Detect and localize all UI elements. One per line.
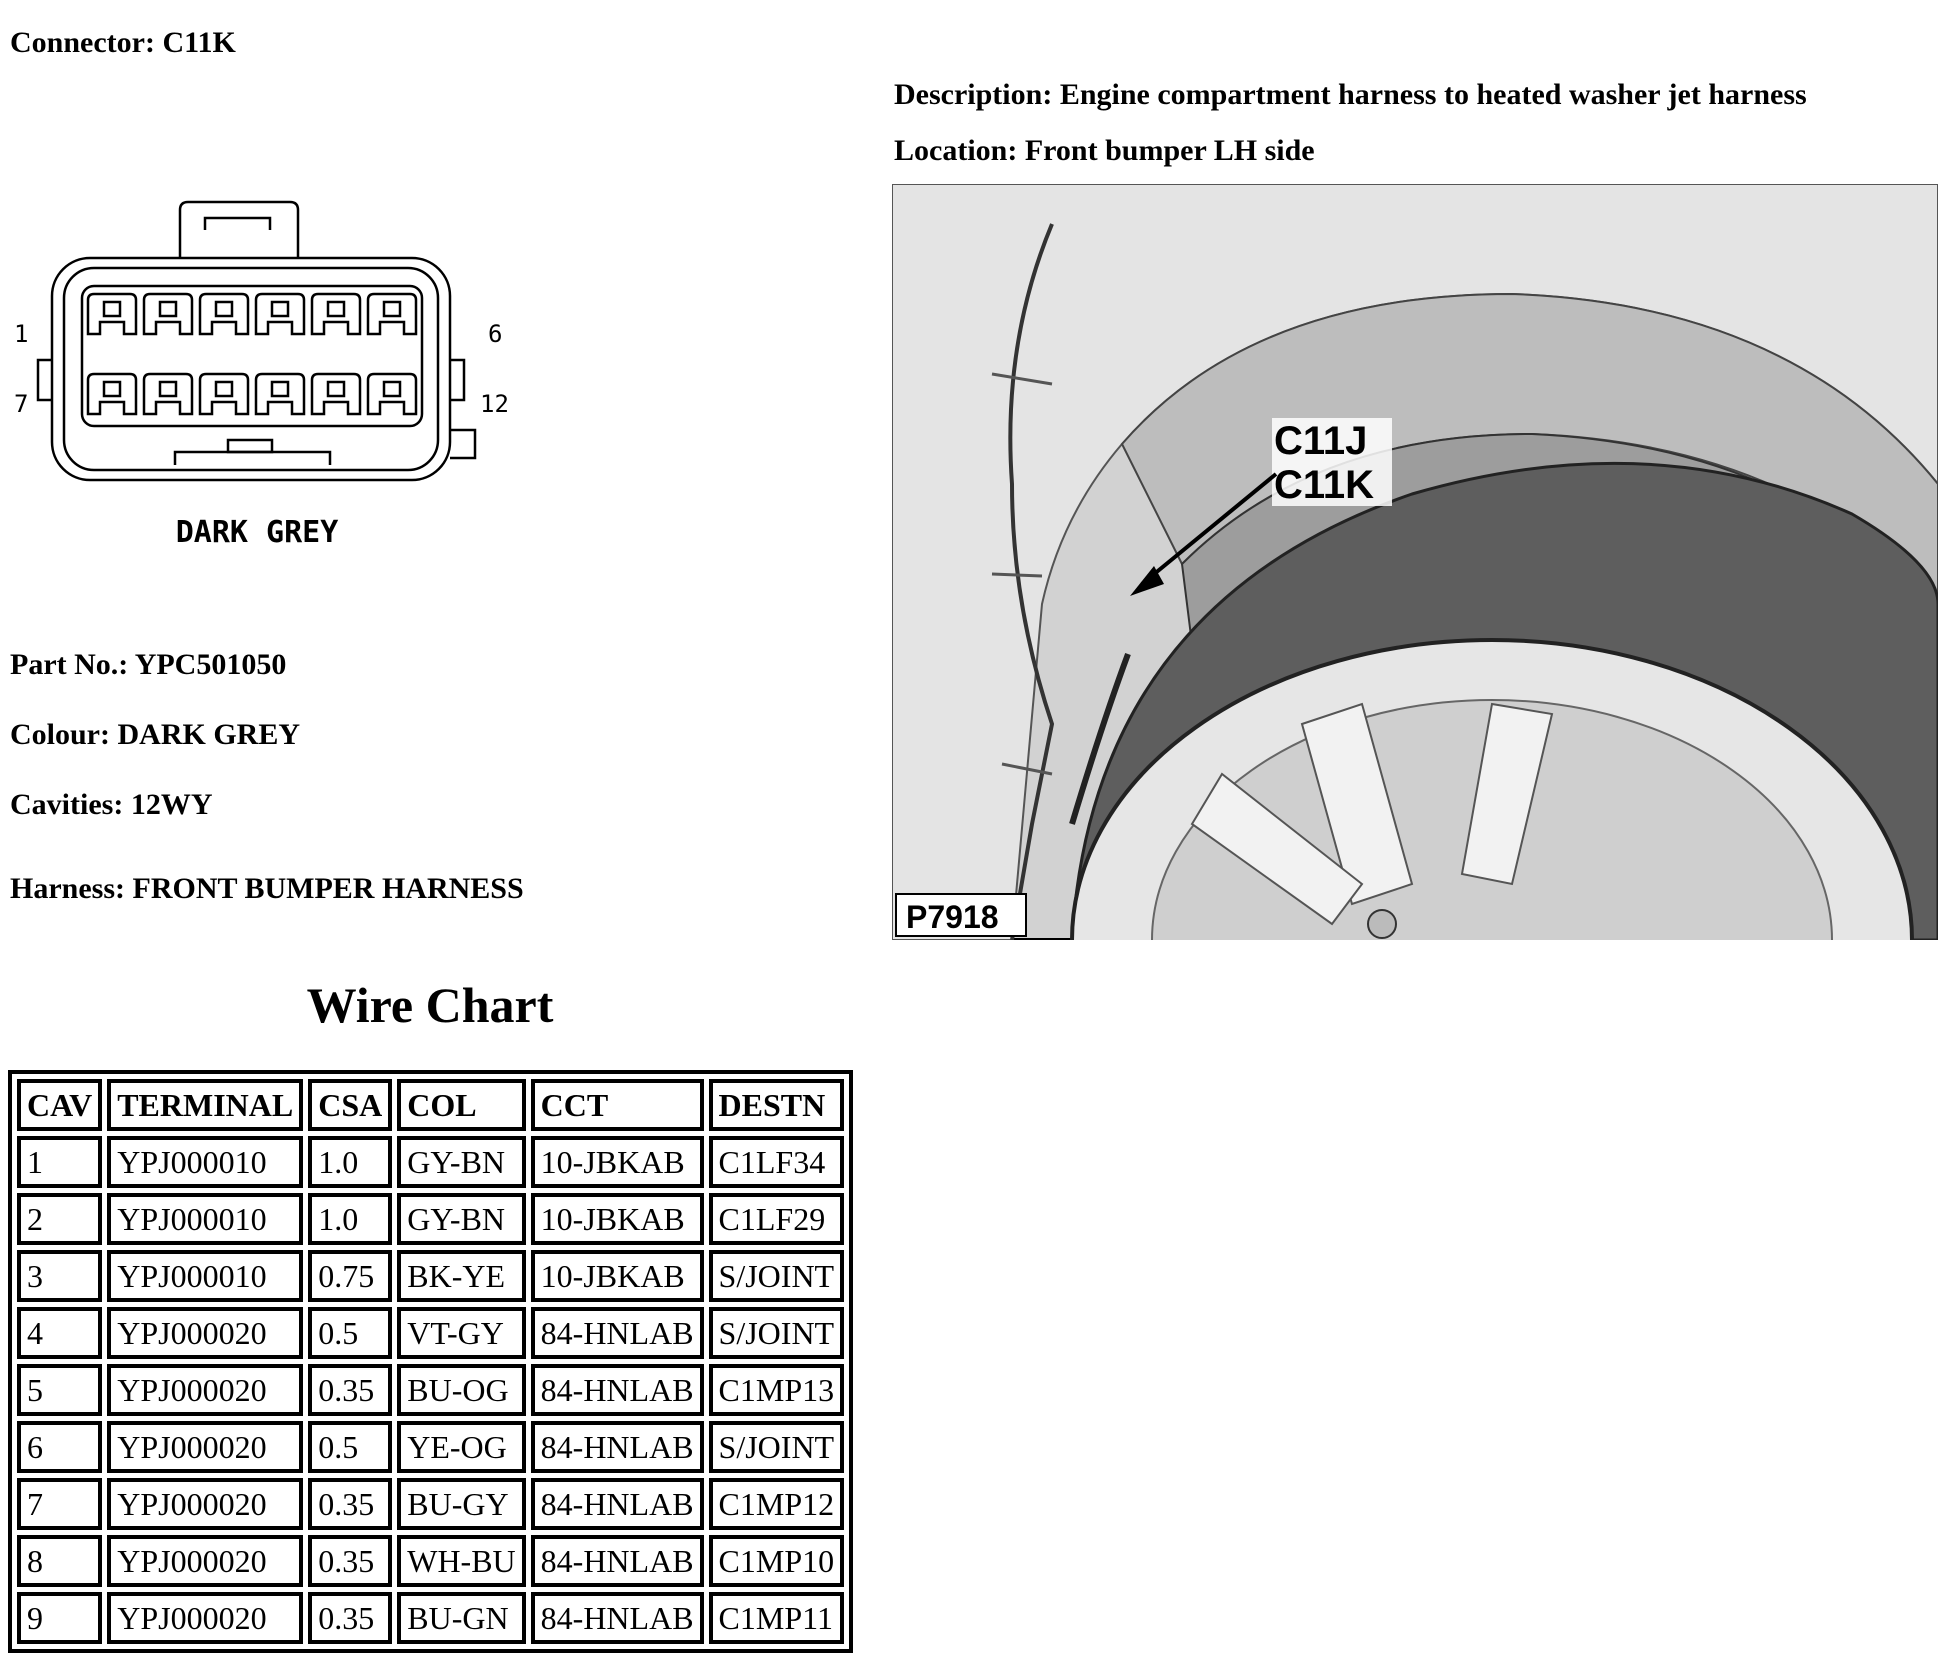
cavity-6 bbox=[368, 294, 416, 334]
cavities-label: Cavities: bbox=[10, 788, 124, 821]
column-header-cav: CAV bbox=[17, 1079, 102, 1131]
cell-cav: 4 bbox=[17, 1307, 102, 1359]
cavity-11-contact bbox=[328, 382, 344, 396]
pin-label-7: 7 bbox=[14, 390, 29, 418]
cell-destn: S/JOINT bbox=[709, 1421, 845, 1473]
cell-col: YE-OG bbox=[397, 1421, 525, 1473]
location-line bbox=[894, 136, 1315, 166]
connector-latch-inner bbox=[205, 218, 270, 230]
cell-col: WH-BU bbox=[397, 1535, 525, 1587]
cell-cct: 84-HNLAB bbox=[531, 1478, 704, 1530]
cavity-12-contact bbox=[384, 382, 400, 396]
table-row bbox=[17, 1592, 844, 1644]
connector-left-tab bbox=[38, 360, 52, 400]
cell-terminal: YPJ000020 bbox=[107, 1478, 303, 1530]
colour-label: Colour: bbox=[10, 718, 110, 751]
cell-destn: S/JOINT bbox=[709, 1307, 845, 1359]
cell-cct: 10-JBKAB bbox=[531, 1250, 704, 1302]
connector-label: Connector: bbox=[10, 26, 155, 59]
cell-destn: C1MP11 bbox=[709, 1592, 845, 1644]
table-row bbox=[17, 1421, 844, 1473]
cell-cav: 9 bbox=[17, 1592, 102, 1644]
cell-destn: C1MP13 bbox=[709, 1364, 845, 1416]
cell-csa: 0.5 bbox=[308, 1307, 392, 1359]
callout-c11j: C11J bbox=[1274, 419, 1368, 463]
colour-line bbox=[10, 720, 300, 750]
cell-col: BU-GN bbox=[397, 1592, 525, 1644]
cavity-9 bbox=[200, 374, 248, 414]
cavity-2-contact bbox=[160, 302, 176, 316]
connector-face-diagram bbox=[0, 190, 560, 570]
cell-csa: 0.75 bbox=[308, 1250, 392, 1302]
cavity-3-contact bbox=[216, 302, 232, 316]
cell-col: BU-OG bbox=[397, 1364, 525, 1416]
connector-bottom-key bbox=[175, 452, 330, 465]
cavity-7-contact bbox=[104, 382, 120, 396]
column-header-csa: CSA bbox=[308, 1079, 392, 1131]
cell-cav: 5 bbox=[17, 1364, 102, 1416]
table-row bbox=[17, 1193, 844, 1245]
cell-cav: 2 bbox=[17, 1193, 102, 1245]
table-row bbox=[17, 1307, 844, 1359]
cavity-2 bbox=[144, 294, 192, 334]
cell-csa: 1.0 bbox=[308, 1136, 392, 1188]
cavity-7 bbox=[88, 374, 136, 414]
cell-col: BU-GY bbox=[397, 1478, 525, 1530]
cavity-12 bbox=[368, 374, 416, 414]
table-row bbox=[17, 1535, 844, 1587]
cavity-5-contact bbox=[328, 302, 344, 316]
cell-cav: 8 bbox=[17, 1535, 102, 1587]
cell-csa: 0.35 bbox=[308, 1592, 392, 1644]
description-value: Engine compartment harness to heated washer jet harness bbox=[1059, 78, 1807, 111]
cell-destn: C1LF34 bbox=[709, 1136, 845, 1188]
part-number-line bbox=[10, 650, 286, 680]
cell-terminal: YPJ000010 bbox=[107, 1193, 303, 1245]
cell-col: VT-GY bbox=[397, 1307, 525, 1359]
cell-col: GY-BN bbox=[397, 1193, 525, 1245]
cavity-4 bbox=[256, 294, 304, 334]
cell-csa: 0.35 bbox=[308, 1478, 392, 1530]
cell-cav: 7 bbox=[17, 1478, 102, 1530]
cell-cct: 84-HNLAB bbox=[531, 1307, 704, 1359]
cell-cav: 6 bbox=[17, 1421, 102, 1473]
cell-cct: 10-JBKAB bbox=[531, 1136, 704, 1188]
wheel-hub-nut bbox=[1368, 910, 1396, 938]
cell-cct: 84-HNLAB bbox=[531, 1421, 704, 1473]
cell-terminal: YPJ000010 bbox=[107, 1250, 303, 1302]
cavity-6-contact bbox=[384, 302, 400, 316]
column-header-cct: CCT bbox=[531, 1079, 704, 1131]
cavity-row-bottom bbox=[88, 374, 416, 414]
harness-line bbox=[10, 874, 524, 904]
description-line bbox=[894, 80, 1807, 110]
cell-csa: 1.0 bbox=[308, 1193, 392, 1245]
cell-cct: 84-HNLAB bbox=[531, 1364, 704, 1416]
cell-cct: 84-HNLAB bbox=[531, 1592, 704, 1644]
part-number-label: Part No.: bbox=[10, 648, 129, 681]
cavity-4-contact bbox=[272, 302, 288, 316]
cavity-1-contact bbox=[104, 302, 120, 316]
cavities-value: 12WY bbox=[130, 788, 213, 821]
cell-terminal: YPJ000010 bbox=[107, 1136, 303, 1188]
harness-value: FRONT BUMPER HARNESS bbox=[132, 872, 524, 905]
cavity-11 bbox=[312, 374, 360, 414]
cell-col: GY-BN bbox=[397, 1136, 525, 1188]
cell-col: BK-YE bbox=[397, 1250, 525, 1302]
connector-colour-caption: DARK GREY bbox=[175, 515, 339, 550]
pin-label-12: 12 bbox=[480, 390, 509, 418]
table-row bbox=[17, 1136, 844, 1188]
cavity-10-contact bbox=[272, 382, 288, 396]
connector-right-tab bbox=[450, 360, 464, 400]
cavity-3 bbox=[200, 294, 248, 334]
connector-body-outer bbox=[52, 258, 450, 480]
cavities-line bbox=[10, 790, 212, 820]
cell-destn: C1MP12 bbox=[709, 1478, 845, 1530]
table-row bbox=[17, 1250, 844, 1302]
cell-csa: 0.35 bbox=[308, 1535, 392, 1587]
cell-destn: S/JOINT bbox=[709, 1250, 845, 1302]
location-label: Location: bbox=[894, 134, 1018, 167]
cell-cct: 10-JBKAB bbox=[531, 1193, 704, 1245]
cell-terminal: YPJ000020 bbox=[107, 1535, 303, 1587]
cell-cav: 3 bbox=[17, 1250, 102, 1302]
location-photo bbox=[892, 184, 1938, 940]
cell-cav: 1 bbox=[17, 1136, 102, 1188]
description-label: Description: bbox=[894, 78, 1053, 111]
figure-id: P7918 bbox=[906, 899, 999, 935]
pin-label-6: 6 bbox=[488, 320, 503, 348]
cell-terminal: YPJ000020 bbox=[107, 1421, 303, 1473]
connector-right-step bbox=[450, 430, 475, 458]
cavity-9-contact bbox=[216, 382, 232, 396]
cell-terminal: YPJ000020 bbox=[107, 1307, 303, 1359]
cavity-10 bbox=[256, 374, 304, 414]
column-header-destn: DESTN bbox=[709, 1079, 845, 1131]
cell-terminal: YPJ000020 bbox=[107, 1364, 303, 1416]
cavity-8 bbox=[144, 374, 192, 414]
column-header-terminal: TERMINAL bbox=[107, 1079, 303, 1131]
cell-destn: C1MP10 bbox=[709, 1535, 845, 1587]
cavity-row-top bbox=[88, 294, 416, 334]
colour-value: DARK GREY bbox=[117, 718, 301, 751]
column-header-col: COL bbox=[397, 1079, 525, 1131]
connector-latch bbox=[180, 202, 298, 258]
wire-chart-table bbox=[8, 1070, 853, 1653]
part-number-value: YPC501050 bbox=[134, 648, 287, 681]
pin-label-1: 1 bbox=[14, 320, 29, 348]
cavity-8-contact bbox=[160, 382, 176, 396]
cell-destn: C1LF29 bbox=[709, 1193, 845, 1245]
wire-chart-title: Wire Chart bbox=[306, 977, 554, 1033]
cell-csa: 0.35 bbox=[308, 1364, 392, 1416]
cell-csa: 0.5 bbox=[308, 1421, 392, 1473]
table-row bbox=[17, 1478, 844, 1530]
connector-value: C11K bbox=[162, 26, 236, 59]
location-value: Front bumper LH side bbox=[1024, 134, 1315, 167]
cell-terminal: YPJ000020 bbox=[107, 1592, 303, 1644]
cell-cct: 84-HNLAB bbox=[531, 1535, 704, 1587]
callout-c11k: C11K bbox=[1274, 463, 1375, 507]
harness-label: Harness: bbox=[10, 872, 125, 905]
table-row bbox=[17, 1364, 844, 1416]
cavity-1 bbox=[88, 294, 136, 334]
table-header-row bbox=[17, 1079, 844, 1131]
pin-block-outline bbox=[82, 286, 422, 426]
connector-line bbox=[10, 28, 236, 58]
connector-bottom-key-block bbox=[228, 440, 272, 452]
cavity-5 bbox=[312, 294, 360, 334]
